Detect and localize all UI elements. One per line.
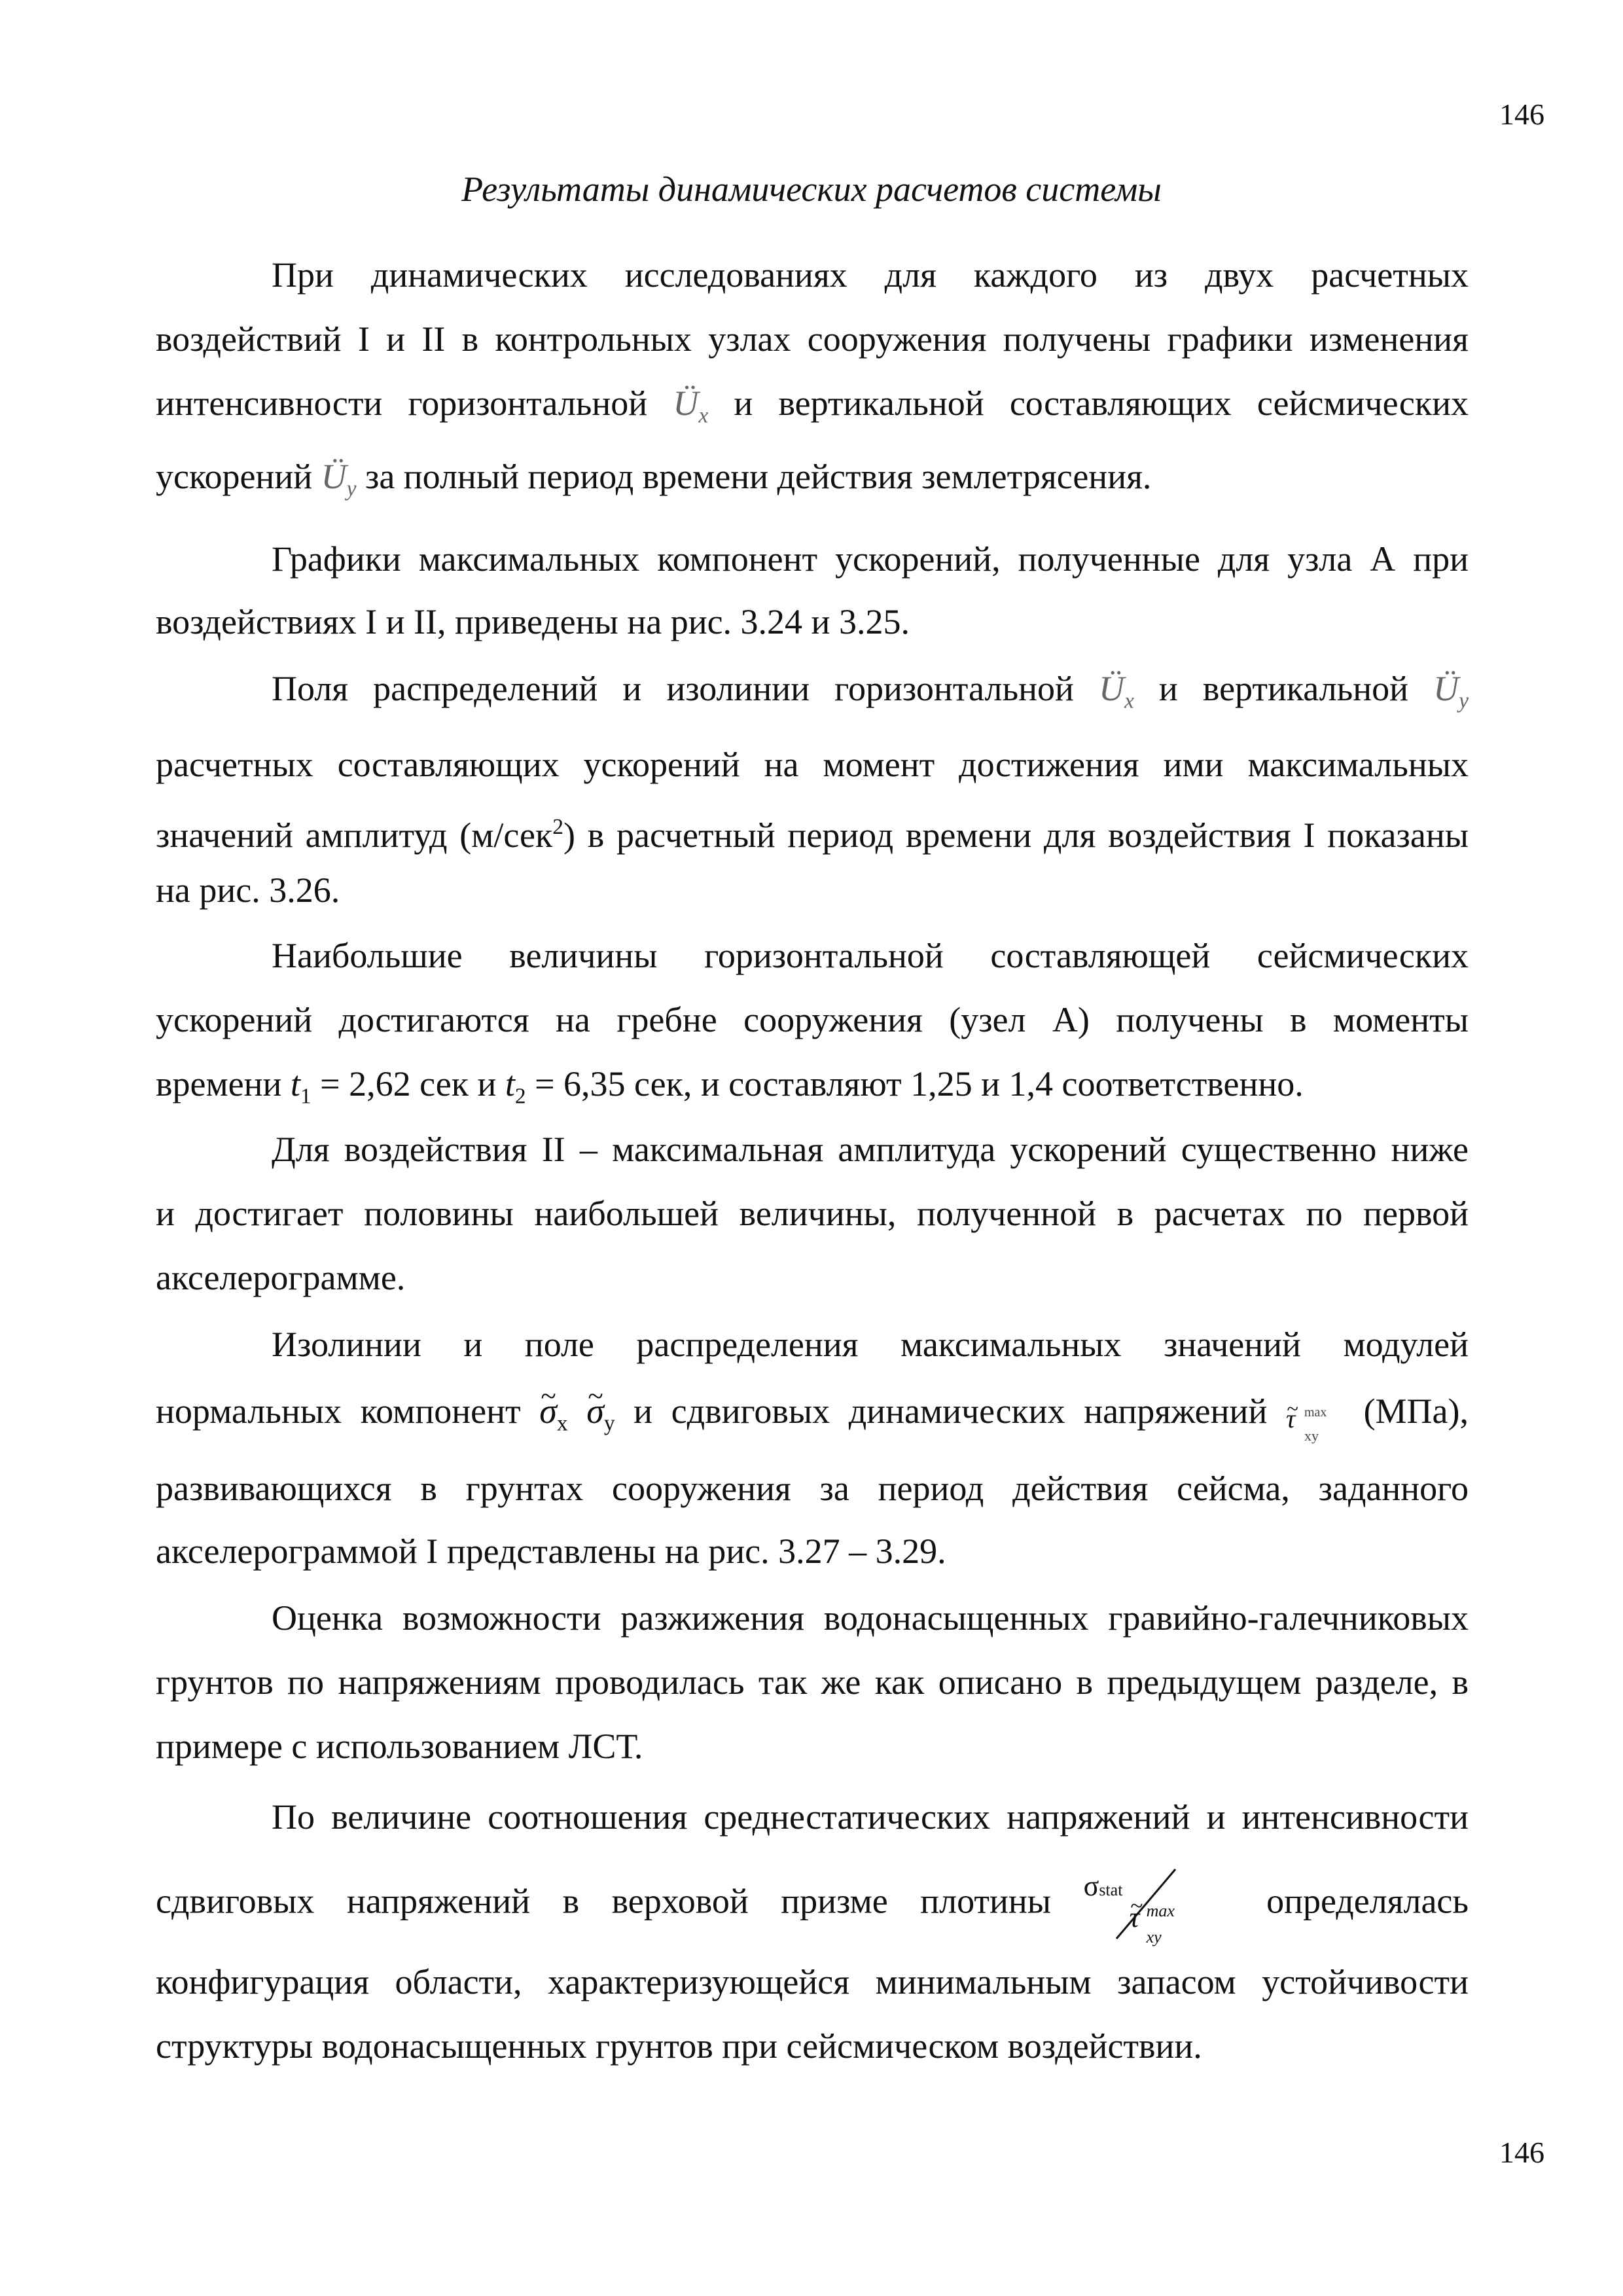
paragraph-3-line-4: на рис. 3.26.: [156, 870, 340, 910]
paragraph-6-line-3: развивающихся в грунтах сооружения за период действия сейсма, заданного: [156, 1469, 1469, 1508]
paragraph-4-line-2: ускорений достигаются на гребне сооружения (узел А) получены в моменты: [156, 1000, 1469, 1039]
sigma-stat-over-tau-fraction: σstat ~ τ max xy: [1084, 1865, 1234, 1944]
paragraph-4-line-3: времени $t_1 = 2,62$ сек и $t_2 = 6,35$ сек, и составляют 1,25 и 1,4 соответственно.: [156, 1064, 1304, 1109]
page-number-bottom: 146: [1499, 2136, 1544, 2169]
sigma-x-symbol: ~ $\sigma_x$ ~ $\sigma_y$: [539, 1391, 615, 1431]
t1-symbol: t: [290, 1064, 300, 1103]
text-segment: интенсивности горизонтальной: [156, 384, 648, 423]
uy-symbol: $Ü_y$: [1433, 669, 1469, 713]
paragraph-7-line-1: Оценка возможности разжижения водонасыщенных гравийно-галечниковых: [272, 1598, 1469, 1638]
paragraph-3-line-2: расчетных составляющих ускорений на момент достижения ими максимальных: [156, 745, 1469, 784]
paragraph-2-line-2: воздействиях I и II, приведены на рис. 3.24 и 3.25.: [156, 602, 910, 641]
ux-symbol: $Ü_x$: [673, 384, 709, 428]
paragraph-8-line-1: По величине соотношения среднестатических напряжений и интенсивности: [272, 1797, 1469, 1837]
page-number-top: 146: [1499, 98, 1544, 131]
paragraph-8-line-3: конфигурация области, характеризующейся минимальным запасом устойчивости: [156, 1962, 1469, 2001]
paragraph-5-line-2: и достигает половины наибольшей величины, полученной в расчетах по первой: [156, 1194, 1469, 1233]
paragraph-1-line-4: [156, 456, 1469, 511]
paragraph-8-line-2: сдвиговых напряжений в верховой призме плотины σstat ~ τ max xy определялась: [156, 1865, 1469, 1944]
text-segment: за полный период времени действия землетрясения.: [365, 457, 1152, 496]
text-segment: и вертикальной: [1158, 669, 1409, 708]
tau-max-xy-symbol: ~ τ max xy: [1286, 1395, 1345, 1435]
paragraph-1-line-2: воздействий I и II в контрольных узлах сооружения получены графики изменения: [156, 319, 1469, 359]
uy-symbol: $Ü_y$: [321, 457, 357, 501]
section-heading: Результаты динамических расчетов системы: [461, 170, 1162, 209]
paragraph-7-line-3: примере с использованием ЛСТ.: [156, 1727, 643, 1766]
paragraph-6-line-1: Изолинии и поле распределения максимальных значений модулей: [272, 1325, 1469, 1364]
paragraph-4-line-1: Наибольшие величины горизонтальной составляющей сейсмических: [272, 936, 1469, 975]
t2-symbol: t: [505, 1064, 515, 1103]
ux-symbol: $Ü_x$: [1098, 669, 1134, 713]
paragraph-1-line-1: При динамических исследованиях для каждого из двух расчетных: [272, 255, 1469, 295]
paragraph-3-line-1: [272, 668, 1469, 723]
paragraph-3-line-3: [156, 806, 1469, 856]
text-segment: Поля распределений и изолинии горизонтальной: [272, 669, 1074, 708]
paragraph-6-line-4: акселерограммой I представлены на рис. 3.27 – 3.29.: [156, 1532, 946, 1571]
paragraph-2-line-1: Графики максимальных компонент ускорений, полученные для узла А при: [272, 539, 1469, 579]
paragraph-5-line-3: акселерограмме.: [156, 1258, 406, 1297]
text-segment: ускорений: [156, 457, 313, 496]
paragraph-7-line-2: грунтов по напряжениям проводилась так же как описано в предыдущем разделе, в: [156, 1662, 1469, 1702]
text-segment: значений амплитуд (м/сек$^2$) в расчетный период времени для воздействия I показаны: [156, 815, 1469, 855]
paragraph-8-line-4: структуры водонасыщенных грунтов при сейсмическом воздействии.: [156, 2026, 1202, 2066]
text-segment: и вертикальной составляющих сейсмических: [734, 384, 1469, 423]
paragraph-5-line-1: Для воздействия II – максимальная амплитуда ускорений существенно ниже: [272, 1130, 1469, 1169]
paragraph-1-line-3: [156, 382, 1469, 437]
paragraph-6-line-2: нормальных компонент ~ $\sigma_x$ ~ $\sigma_y$ и сдвиговых динамических напряжений ~ τ max xy (МПа),: [156, 1390, 1469, 1445]
